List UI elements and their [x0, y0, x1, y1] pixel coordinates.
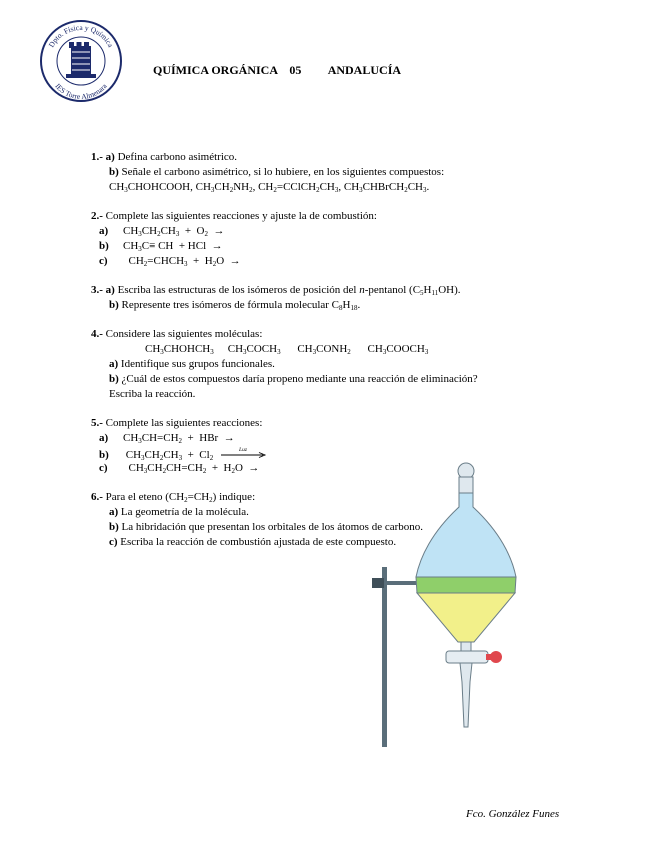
q4-a-text: Identifique sus grupos funcionales. [120, 358, 275, 370]
q1-a-text: Defina carbono asimétrico. [117, 151, 238, 163]
q6-number: 6.- [91, 491, 103, 503]
light-arrow-icon [219, 446, 267, 460]
q6-a-text: La geometría de la molécula. [120, 506, 249, 518]
q4-b-label: b) [109, 373, 119, 385]
svg-text:IES Torre Almenara [53, 81, 109, 101]
q3-b-label: b) [109, 299, 119, 311]
q6-a-label: a) [109, 506, 119, 518]
header-number: 05 [289, 63, 302, 77]
q4-text: Considere las siguientes moléculas: [105, 328, 263, 340]
logo-bottom-text: IES Torre Almenara [53, 81, 109, 102]
q3-a-text: Escriba las estructuras de los isómeros de posición del n-pentanol $(C_5H_{11}OH)$. [117, 284, 461, 297]
q2-number: 2.- [91, 210, 103, 222]
q5-reaction-c: c) $CH_3CH_2CH=CH_2 + H_2O$ → [99, 462, 260, 475]
q5-reaction-b: b) $CH_3CH_2CH_3 + Cl_2$ Luz [91, 446, 561, 461]
q6-c-text: Escriba la reacción de combustión ajustada de este compuesto. [120, 536, 397, 548]
svg-text:Luz: Luz [238, 447, 247, 453]
q1-b-text: Señale el carbono asimétrico, si lo hubiere, en los siguientes compuestos: [121, 166, 445, 178]
q4-b-text2: Escriba la reacción. [109, 388, 196, 400]
logo-top-text: Dpto. Física y Química [46, 23, 116, 49]
question-4 [91, 327, 561, 402]
q4-a-label: a) [109, 358, 119, 370]
q4-b-text: ¿Cuál de estos compuestos daría propeno mediante una reacción de eliminación? [121, 373, 478, 385]
q2-reaction-a: a) $CH_3CH_2CH_3 + O_2$ → [99, 225, 225, 238]
question-1 [91, 150, 561, 195]
q2-reaction-c: c) $CH_2=CHCH_3 + H_2O$ → [99, 255, 241, 268]
header-region: ANDALUCÍA [327, 63, 402, 77]
q3-b-text: Represente tres isómeros de fórmula molecular $C_8H_{18}$. [121, 299, 361, 312]
q4-number: 4.- [91, 328, 103, 340]
question-5 [91, 416, 561, 476]
q6-b-text: La hibridación que presentan los orbitales de los átomos de carbono. [121, 521, 424, 533]
q2-reaction-b: b) $CH_3C\equiv$ CH + HCl → [99, 240, 223, 253]
q6-text: Para el eteno $(CH_2=CH_2)$ indique: [105, 491, 256, 504]
q4-molecules: $CH_3CHOHCH_3$ $CH_3COCH_3$ $CH_3CONH_2$ $CH_3COOCH_3$ [145, 343, 429, 356]
question-6 [91, 490, 561, 550]
q3-number: 3.- [91, 284, 103, 296]
header-subject: QUÍMICA ORGÁNICA [153, 63, 278, 77]
q1-number: 1.- [91, 151, 103, 163]
school-logo [38, 18, 124, 104]
question-2 [91, 209, 561, 269]
q1-compounds: $CH_3CHOHCOOH$, $CH_3CH_2NH_2$, $CH_2=CClCH_2CH_3$, $CH_3CHBrCH_2CH_3$. [109, 181, 430, 194]
q6-c-label: c) [109, 536, 118, 548]
q1-a-label: a) [105, 151, 115, 163]
q1-b-label: b) [109, 166, 119, 178]
tower-icon [66, 42, 96, 78]
q5-number: 5.- [91, 417, 103, 429]
question-3 [91, 283, 561, 313]
q2-text: Complete las siguientes reacciones y ajuste la de combustión: [105, 210, 377, 222]
question-list [91, 150, 561, 564]
q5-text: Complete las siguientes reacciones: [105, 417, 263, 429]
author-signature: Fco. González Funes [466, 808, 560, 820]
q3-a-label: a) [105, 284, 115, 296]
page-header [153, 63, 401, 78]
q6-b-label: b) [109, 521, 119, 533]
q5-reaction-a: a) $CH_3CH=CH_2$ + HBr → [99, 432, 235, 445]
